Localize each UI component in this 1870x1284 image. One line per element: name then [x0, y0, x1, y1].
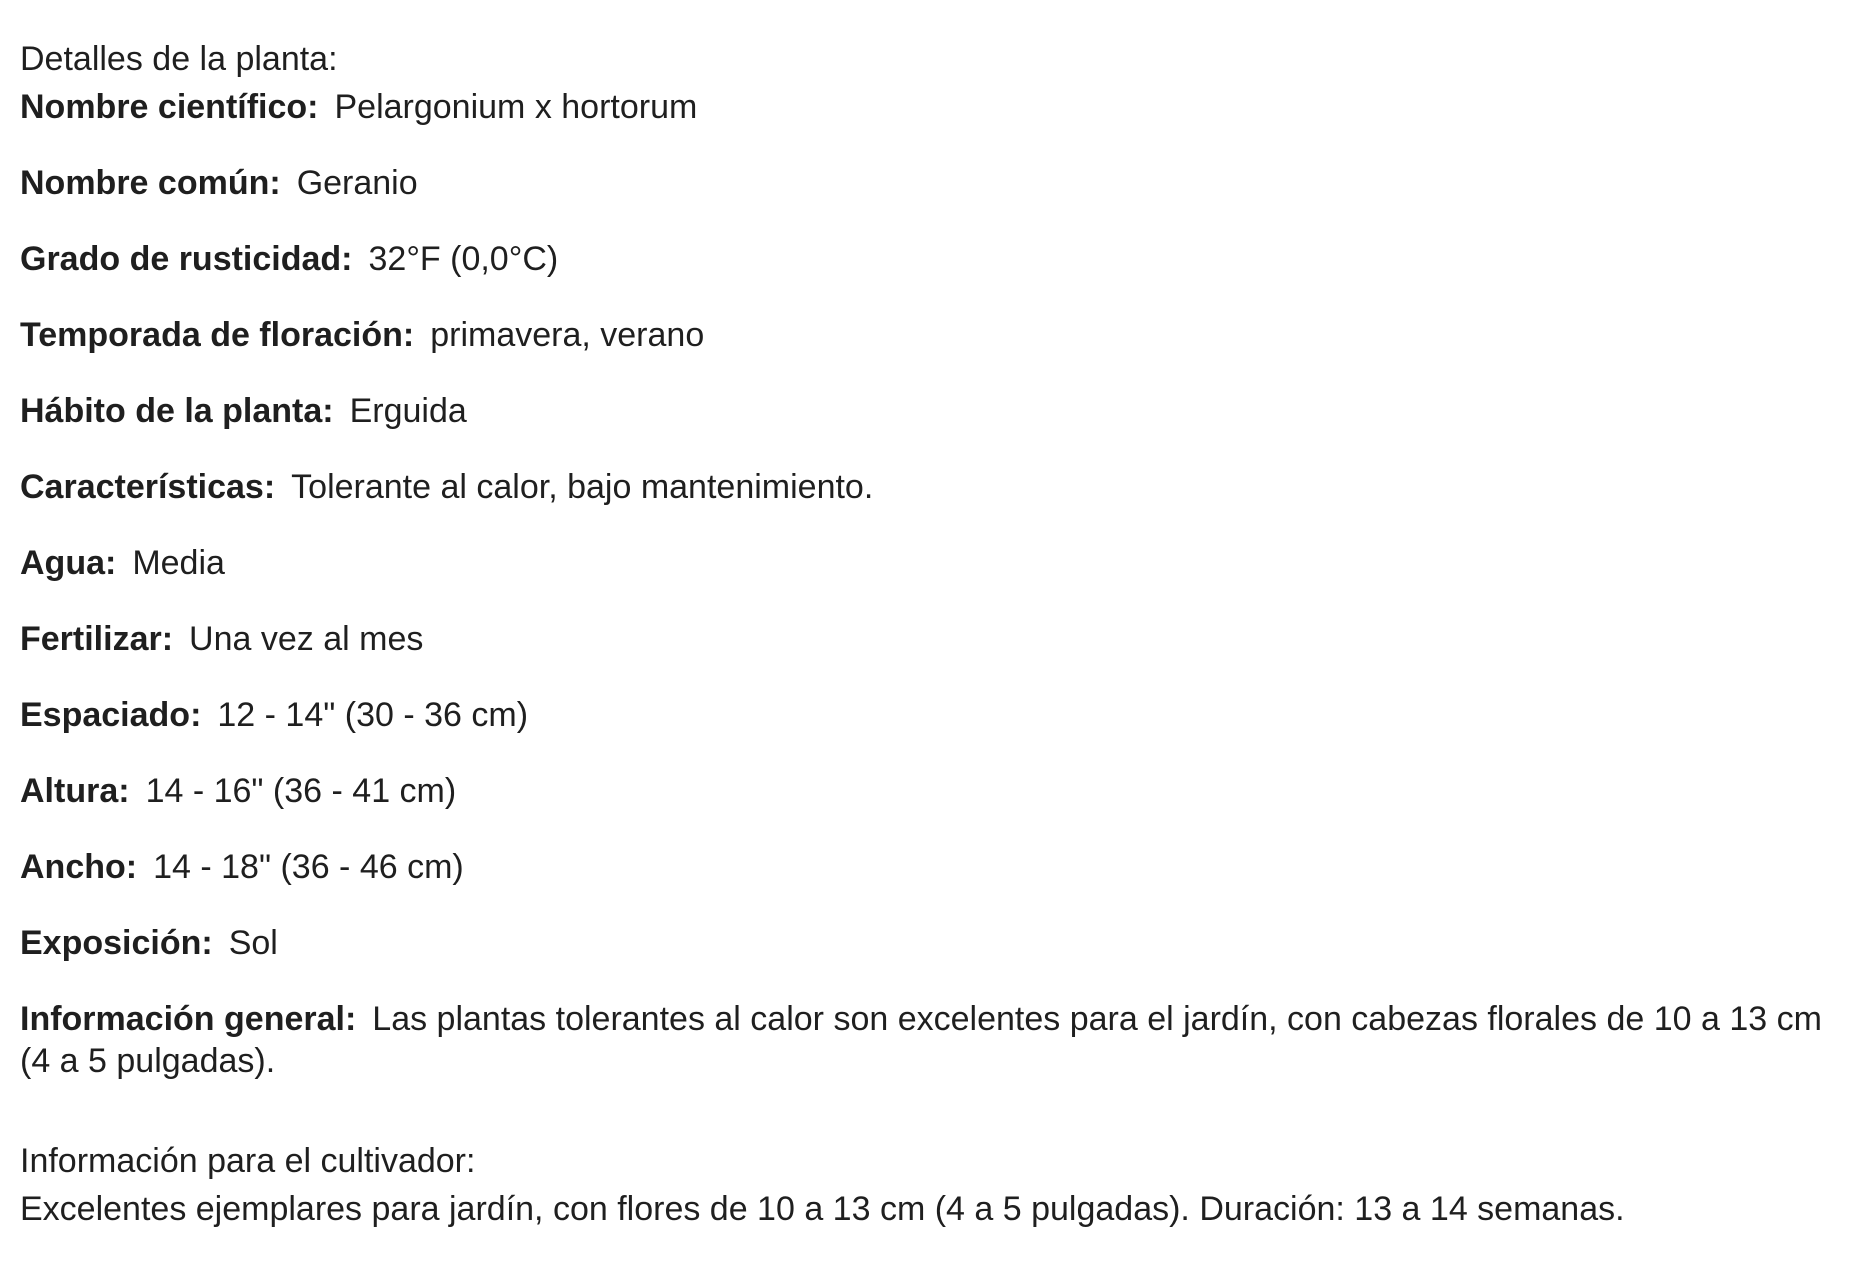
detail-label: Exposición:	[20, 924, 213, 962]
detail-value: Una vez al mes	[189, 620, 424, 658]
detail-value: Geranio	[296, 164, 418, 202]
detail-spacing	[20, 694, 1850, 736]
detail-label: Fertilizar:	[20, 620, 174, 658]
detail-value: Sol	[228, 924, 278, 962]
grower-info-section	[20, 1140, 1850, 1230]
detail-value: 14 - 16" (36 - 41 cm)	[145, 772, 457, 810]
detail-value: Pelargonium x hortorum	[334, 88, 698, 126]
detail-label: Características:	[20, 468, 276, 506]
detail-bloom-season	[20, 314, 1850, 356]
grower-info-text: Excelentes ejemplares para jardín, con flores de 10 a 13 cm (4 a 5 pulgadas). Duración: 13 a 14 semanas.	[20, 1190, 1625, 1228]
detail-hardiness	[20, 238, 1850, 280]
grower-info-heading: Información para el cultivador:	[20, 1142, 476, 1180]
detail-water	[20, 542, 1850, 584]
detail-value: Tolerante al calor, bajo mantenimiento.	[291, 468, 874, 506]
detail-plant-habit	[20, 390, 1850, 432]
detail-common-name	[20, 162, 1850, 204]
detail-value: Media	[132, 544, 225, 582]
detail-height	[20, 770, 1850, 812]
details-list	[20, 86, 1850, 1082]
detail-label: Espaciado:	[20, 696, 202, 734]
detail-label: Agua:	[20, 544, 117, 582]
detail-width	[20, 846, 1850, 888]
detail-features	[20, 466, 1850, 508]
detail-exposure	[20, 922, 1850, 964]
detail-value: 12 - 14" (30 - 36 cm)	[217, 696, 529, 734]
detail-fertilize	[20, 618, 1850, 660]
detail-scientific-name	[20, 86, 1850, 128]
details-heading: Detalles de la planta:	[20, 40, 338, 78]
detail-label: Hábito de la planta:	[20, 392, 334, 430]
detail-label: Temporada de floración:	[20, 316, 415, 354]
detail-value: Erguida	[349, 392, 467, 430]
detail-value: Las plantas tolerantes al calor son excelentes para el jardín, con cabezas florales de 10 a 13 cm (4 a 5 pulgadas).	[20, 1000, 1822, 1080]
detail-label: Ancho:	[20, 848, 138, 886]
detail-label: Información general:	[20, 1000, 357, 1038]
detail-label: Altura:	[20, 772, 130, 810]
detail-general-info	[20, 998, 1850, 1082]
detail-label: Nombre común:	[20, 164, 281, 202]
detail-value: 32°F (0,0°C)	[368, 240, 559, 278]
detail-value: primavera, verano	[430, 316, 705, 354]
detail-label: Grado de rusticidad:	[20, 240, 353, 278]
detail-label: Nombre científico:	[20, 88, 319, 126]
detail-value: 14 - 18" (36 - 46 cm)	[153, 848, 464, 886]
